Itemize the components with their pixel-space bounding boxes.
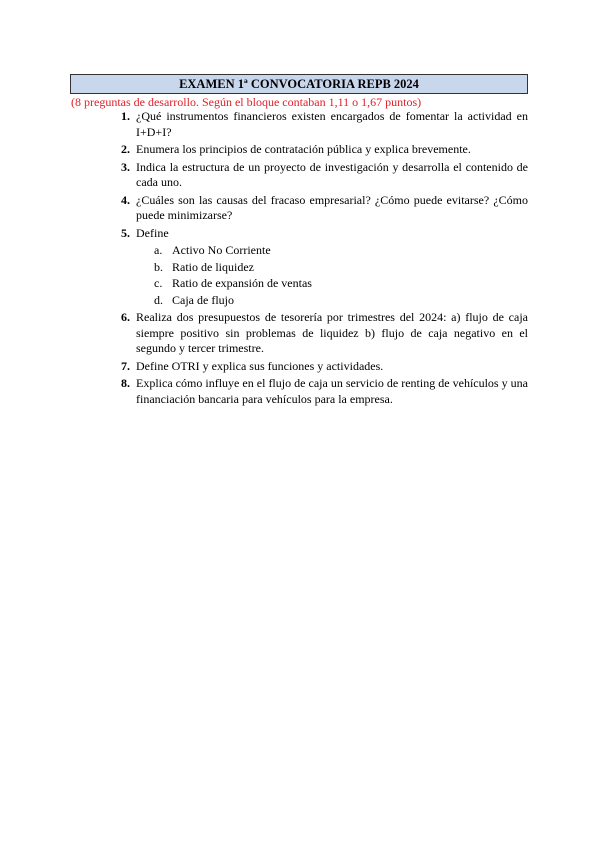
question-text: Indica la estructura de un proyecto de investigación y desarrolla el contenido de cada uno. — [136, 159, 528, 189]
question-number: 7. — [121, 358, 130, 373]
question-number: 4. — [121, 192, 130, 207]
sub-item — [154, 259, 528, 276]
question-text: Enumera los principios de contratación pública y explica brevemente. — [136, 142, 471, 156]
sub-item-text: Caja de flujo — [172, 292, 234, 307]
question-number: 2. — [121, 142, 130, 156]
question-number: 6. — [121, 310, 130, 324]
sub-item-letter: c. — [154, 276, 163, 290]
question-text: ¿Qué instrumentos financieros existen encargados de fomentar la actividad en I+D+I? — [136, 109, 528, 139]
sub-item-text: Ratio de expansión de ventas — [172, 276, 312, 290]
question-item — [110, 142, 528, 158]
question-item — [110, 359, 528, 375]
exam-title: EXAMEN 1ª CONVOCATORIA REPB 2024 — [70, 74, 528, 94]
exam-subtitle: (8 preguntas de desarrollo. Según el bloque contaban 1,11 o 1,67 puntos) — [71, 95, 422, 109]
question-item — [110, 109, 528, 140]
question-text: Define OTRI y explica sus funciones y actividades. — [136, 358, 384, 373]
question-number: 1. — [121, 109, 130, 123]
question-number: 5. — [121, 225, 130, 240]
question-list — [110, 109, 528, 409]
sub-item-text: Activo No Corriente — [172, 243, 271, 257]
question-text: ¿Cuáles son las causas del fracaso empresarial? ¿Cómo puede evitarse? ¿Cómo puede minimizarse? — [136, 192, 528, 222]
sub-item-letter: d. — [154, 292, 163, 307]
sub-item-letter: b. — [154, 259, 163, 274]
sub-item — [154, 292, 528, 309]
sub-item-text: Ratio de liquidez — [172, 259, 254, 274]
question-item — [110, 160, 528, 191]
question-text: Explica cómo influye en el flujo de caja un servicio de renting de vehículos y una financiación bancaria para vehículos para la empresa. — [136, 376, 528, 406]
definition-sublist — [154, 242, 528, 308]
sub-item-letter: a. — [154, 243, 163, 257]
question-item — [110, 226, 528, 309]
question-number: 8. — [121, 376, 130, 390]
sub-item — [154, 275, 528, 292]
question-item — [110, 193, 528, 224]
question-number: 3. — [121, 159, 130, 174]
question-text: Define — [136, 225, 169, 240]
question-text: Realiza dos presupuestos de tesorería por trimestres del 2024: a) flujo de caja siempre positivo sin problemas de liquidez b) flujo de caja negativo en el segundo y tercer trimestre. — [136, 310, 528, 355]
sub-item — [154, 242, 528, 259]
question-item — [110, 376, 528, 407]
question-item — [110, 310, 528, 357]
